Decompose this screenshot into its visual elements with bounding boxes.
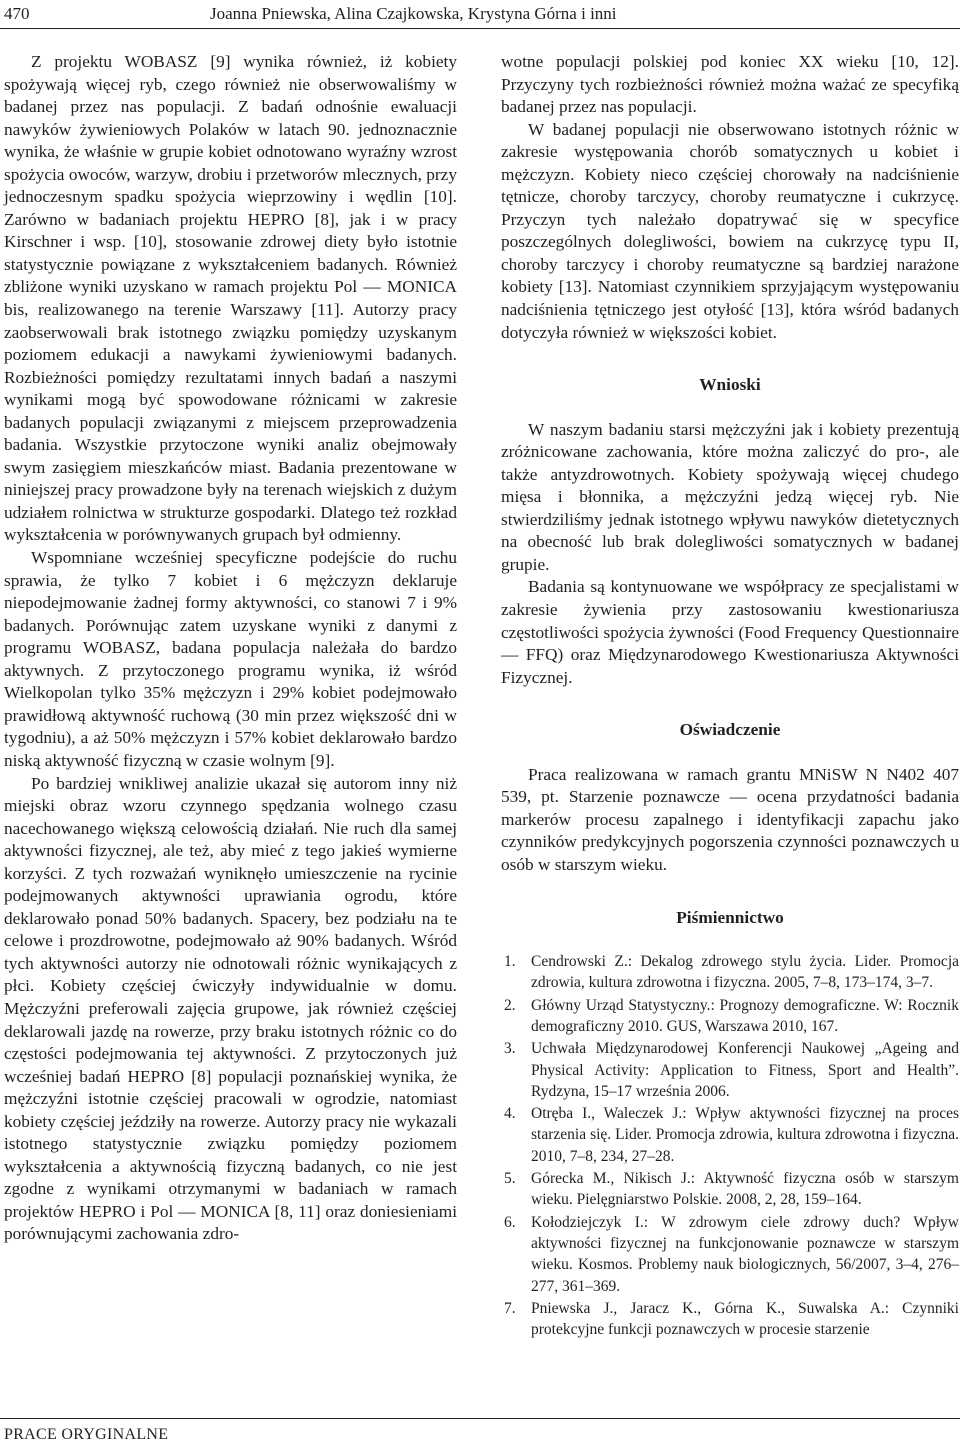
reference-number: 2. xyxy=(504,996,516,1014)
body-paragraph: Po bardziej wnikliwej analizie ukazał się autorom inny niż miejski obraz wzoru czynnego spędzania wolnego czasu nacechowanego większą celowością działań. Nie ruch dla samej aktywności fizycznej, ale też, aby mieć z tego jakieś wymierne korzyści. Z tych rozważań wyniknęło umieszczenie na rycinie podejmowanych aktywności uprawiania ogrodu, które deklarowało ponad 50% badanych. Spacery, bez podziału na te celowe i prozdrowotne, podejmowało aż 90% badanych. Wśród tych aktywności autorzy nie odnotowali różnic wynikających z płci. Kobiety częściej ćwiczyły indywidualnie w domu. Mężczyźni preferowali zajęcia grupowe, jak również częściej deklarowali jazdę na rowerze, przy braku istotnych różnic co do częstości podejmowania tej aktywności. Z przytoczonych już wcześniej badań HEPRO [8] populacji poznańskiej wynika, że mężczyźni istotnie częściej pracowali w ogrodzie, natomiast kobiety częściej jeździły na rowerze. Autorzy pracy nie wykazali istotnego statystycznie związku pomiędzy poziomem wykształcenia a aktywnością fizyczną badanych, co nie jest zgodne z wynikami otrzymanymi w badaniach w ramach projektów HEPRO i Pol — MONICA [8, 11] oraz doniesieniami porównującymi zachowania zdro- xyxy=(4,773,457,1244)
reference-list xyxy=(501,951,959,1340)
reference-item xyxy=(501,1168,959,1211)
declaration-heading: Oświadczenie xyxy=(679,720,781,740)
reference-item xyxy=(501,1038,959,1102)
body-paragraph: Praca realizowana w ramach grantu MNiSW N N402 407 539, pt. Starzenie poznawcze — ocena przydatności badania markerów procesu zapalnego i identyfikacji zapachu jako czynników predykcyjnych pogorszenia czynności poznawczych u osób w starszym wieku. xyxy=(501,764,959,874)
reference-text: Cendrowski Z.: Dekalog zdrowego stylu życia. Lider. Promocja zdrowia, kultura zdrowotna i fizyczna. 2005, 7–8, 173–174, 3–7. xyxy=(531,953,959,992)
right-column xyxy=(501,51,959,1341)
reference-text: Pniewska J., Jaracz K., Górna K., Suwalska A.: Czynniki protekcyjne funkcji poznawczych w procesie starzenie xyxy=(531,1299,959,1339)
reference-item xyxy=(501,1212,959,1297)
reference-number: 4. xyxy=(504,1105,516,1123)
body-paragraph: Badania są kontynuowane we współpracy ze specjalistami w zakresie żywienia przy zastosowaniu kwestionariusza częstotliwości spożycia żywności (Food Frequency Questionnaire — FFQ) oraz Międzynarodowego Kwestionariusza Aktywności Fizycznej. xyxy=(501,577,959,687)
running-head: Joanna Pniewska, Alina Czajkowska, Krystyna Górna i inni xyxy=(210,4,617,23)
body-paragraph: Z projektu WOBASZ [9] wynika również, iż kobiety spożywają więcej ryb, czego również nie obserwowaliśmy w badanej przez nas populacji. Z badań odnośnie ewaluacji nawyków żywieniowych Polaków w latach 90. jednoznacznie wynika, że właśnie w grupie kobiet odnotowano wyraźny wzrost spożycia owoców, warzyw, drobiu i przetworów mlecznych, przy jednoczesnym spadku spożycia wieprzowiny i wędlin [10]. Zarówno w badaniach projektu HEPRO [8], jak i w pracy Kirschner i wsp. [10], stosowanie zdrowej diety było istotnie statystycznie powiązane z wykształceniem badanych. Również zbliżone wyniki uzyskano w ramach projektu Pol — MONICA bis, realizowanego na terenie Warszawy [11]. Autorzy pracy zaobserwowali brak istotnego związku pomiędzy uzyskanym poziomem edukacji a nawykami żywieniowymi badanych. Rozbieżności pomiędzy rezultatami innych badań a naszymi wynikami mogą być spowodowane różnicami w zakresie badanych populacji związanymi z miejscem przeprowadzenia badania. Wszystkie przytoczone wyniki analiz obejmowały swym zasięgiem mieszkańców miast. Badania prezentowane w niniejszej pracy prowadzone były na terenach wiejskich z dużym udziałem rolnictwa w strukturze gospodarki. Dlatego też rozkład wykształcenia w porównywanych grupach był odmienny. xyxy=(4,52,457,545)
reference-text: Otręba I., Waleczek J.: Wpływ aktywności fizycznej na proces starzenia się. Lider. Promocja zdrowia, kultura zdrowotna i fizyczna. 2010, 7–8, 234, 27–28. xyxy=(531,1105,959,1165)
reference-number: 6. xyxy=(504,1213,516,1231)
reference-item xyxy=(501,1103,959,1167)
reference-text: Główny Urząd Statystyczny.: Prognozy demograficzne. W: Rocznik demograficzny 2010. GUS, Warszawa 2010, 167. xyxy=(531,996,959,1035)
body-paragraph: wotne populacji polskiej pod koniec XX wieku [10, 12]. Przyczyny tych rozbieżności również można ważać ze specyfiką badanej przez nas populacji. xyxy=(501,52,959,117)
body-paragraph: W badanej populacji nie obserwowano istotnych różnic w zakresie występowania chorób somatycznych u kobiet i mężczyzn. Kobiety nieco częściej chorowały na nadciśnienie tętnicze, choroby tarczycy, choroby reumatyczne i cukrzycę. Przyczyn tych należało dopatrywać się w specyfice poszczególnych dolegliwości, bowiem na cukrzycę typu II, choroby tarczycy i choroby reumatyczne są bardziej narażone kobiety [13]. Natomiast czynnikiem sprzyjającym występowaniu nadciśnienia tętniczego jest otyłość [13], która wśród badanych dotyczyła również w większości kobiet. xyxy=(501,119,959,342)
reference-text: Górecka M., Nikisch J.: Aktywność fizyczna osób w starszym wieku. Pielęgniarstwo Polskie. 2008, 2, 28, 159–164. xyxy=(531,1170,959,1209)
reference-number: 5. xyxy=(504,1170,516,1188)
reference-number: 7. xyxy=(504,1299,516,1317)
reference-item xyxy=(501,951,959,994)
page-footer xyxy=(0,1418,960,1449)
reference-number: 1. xyxy=(504,953,516,971)
reference-text: Uchwała Międzynarodowej Konferencji Naukowej „Ageing and Physical Activity: Application to Fitness, Sport and Health”. Rydzyna, 15–17 września 2006. xyxy=(531,1040,959,1100)
page-number: 470 xyxy=(4,4,30,23)
left-column xyxy=(4,51,457,1246)
body-paragraph: Wspomniane wcześniej specyficzne podejście do ruchu sprawia, że tylko 7 kobiet i 6 mężczyzn deklaruje niepodejmowanie żadnej formy aktywności, co stanowi 7 i 9% badanych. Porównując zatem uzyskane wyniki z danymi z programu WOBASZ, badana populacja należała do bardzo aktywnych. Z przytoczonego programu wynika, iż wśród Wielkopolan tylko 35% mężczyzn i 29% kobiet podejmowało prawidłową aktywność ruchową (30 min przez większość dni w tygodniu), a aż 50% mężczyzn i 57% kobiet deklarowało bardzo niską aktywność fizyczną w czasie wolnym [9]. xyxy=(4,548,457,770)
body-paragraph: W naszym badaniu starsi mężczyźni jak i kobiety prezentują zróżnicowane zachowania, które można zaliczyć do pro-, ale także antyzdrowotnych. Kobiety spożywają więcej chudego mięsa i błonnika, a mężczyźni jedzą więcej ryb. Nie stwierdziliśmy jednak istotnego wpływu nawyków dietetycznych na obecność lub brak dolegliwości somatycznych w badanej grupie. xyxy=(501,419,959,574)
reference-item xyxy=(501,1298,959,1341)
page-header xyxy=(0,0,960,29)
conclusions-heading: Wnioski xyxy=(699,375,761,395)
references-heading: Piśmiennictwo xyxy=(676,907,784,927)
reference-number: 3. xyxy=(504,1040,516,1058)
section-label: PRACE ORYGINALNE xyxy=(4,1426,169,1443)
reference-item xyxy=(501,995,959,1038)
reference-text: Kołodziejczyk I.: W zdrowym ciele zdrowy duch? Wpływ aktywności fizycznej na funkcjonowanie poznawcze w starszym wieku. Kosmos. Problemy nauk biologicznych, 56/2007, 3–4, 276–277, 361–369. xyxy=(531,1213,959,1295)
